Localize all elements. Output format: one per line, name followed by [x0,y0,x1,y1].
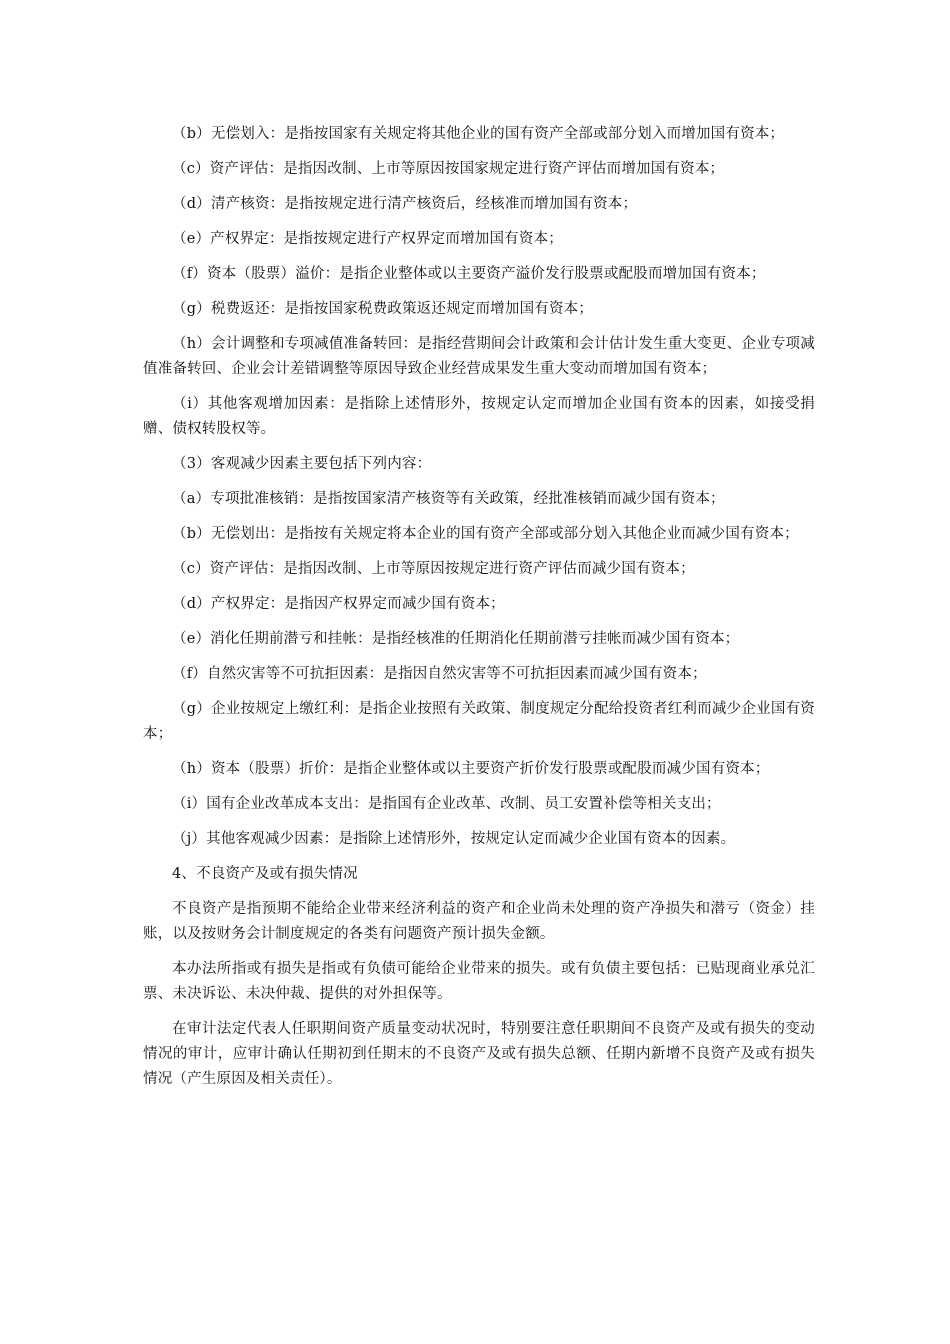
paragraph-buliang-zichan-definition: 不良资产是指预期不能给企业带来经济利益的资产和企业尚未处理的资产净损失和潜亏（资金）挂账，以及按财务会计制度规定的各类有问题资产预计损失金额。 [143,901,815,942]
section-heading-keguan-jianshao: （3）客观减少因素主要包括下列内容： [172,456,432,472]
paragraph-e-xiaohua-qiankui: （e）消化任期前潜亏和挂帐：是指经核准的任期消化任期前潜亏挂帐而减少国有资本； [172,631,740,647]
paragraph-huoyou-sunshi-definition: 本办法所指或有损失是指或有负债可能给企业带来的损失。或有负债主要包括：已贴现商业承兑汇票、未决诉讼、未决仲裁、提供的对外担保等。 [143,961,815,1002]
paragraph-e-chanquan-jieding: （e）产权界定：是指按规定进行产权界定而增加国有资本； [172,231,563,247]
document-body [143,122,815,1102]
paragraph-g-shangjiao-hongli: （g）企业按规定上缴红利：是指企业按照有关政策、制度规定分配给投资者红利而减少企业国有资本； [143,701,815,742]
paragraph-c-zichan-pinggu: （c）资产评估：是指因改制、上市等原因按国家规定进行资产评估而增加国有资本； [172,161,725,177]
paragraph-c-zichan-pinggu-jianshao: （c）资产评估：是指因改制、上市等原因按规定进行资产评估而减少国有资本； [172,561,695,577]
paragraph-h-kuaiji-tiaozheng: （h）会计调整和专项减值准备转回：是指经营期间会计政策和会计估计发生重大变更、企业专项减值准备转回、企业会计差错调整等原因导致企业经营成果发生重大变动而增加国有资本； [143,336,815,377]
paragraph-b-wuchang-huachu: （b）无偿划出：是指按有关规定将本企业的国有资产全部或部分划入其他企业而减少国有资本； [172,526,799,542]
paragraph-a-zhuanxiang-hexiao: （a）专项批准核销：是指按国家清产核资等有关政策，经批准核销而减少国有资本； [172,491,725,507]
paragraph-h-ziben-zhejia: （h）资本（股票）折价：是指企业整体或以主要资产折价发行股票或配股而减少国有资本； [172,761,770,777]
section-heading-buliang-zichan: 4、不良资产及或有损失情况 [172,866,358,882]
paragraph-g-shuifei-fanhuan: （g）税费返还：是指按国家税费政策返还规定而增加国有资本； [172,301,594,317]
paragraph-d-qingchan-hezi: （d）清产核资：是指按规定进行清产核资后，经核准而增加国有资本； [172,196,638,212]
paragraph-f-ziben-yijia: （f）资本（股票）溢价：是指企业整体或以主要资产溢价发行股票或配股而增加国有资本； [172,266,766,282]
paragraph-i-gaige-chengben: （i）国有企业改革成本支出：是指国有企业改革、改制、员工安置补偿等相关支出； [172,796,721,812]
paragraph-i-qita-zengjia: （i）其他客观增加因素：是指除上述情形外，按规定认定而增加企业国有资本的因素，如接受捐赠、债权转股权等。 [143,396,815,437]
paragraph-d-chanquan-jieding-jianshao: （d）产权界定：是指因产权界定而减少国有资本； [172,596,505,612]
paragraph-shenji-yaoqiu: 在审计法定代表人任职期间资产质量变动状况时，特别要注意任职期间不良资产及或有损失的变动情况的审计，应审计确认任期初到任期末的不良资产及或有损失总额、任期内新增不良资产及或有损失情况（产生原因及相关责任）。 [143,1021,815,1087]
paragraph-b-wuchang-huaru: （b）无偿划入：是指按国家有关规定将其他企业的国有资产全部或部分划入而增加国有资本； [172,126,785,142]
paragraph-f-ziran-zaihai: （f）自然灾害等不可抗拒因素：是指因自然灾害等不可抗拒因素而减少国有资本； [172,666,707,682]
paragraph-j-qita-jianshao: （j）其他客观减少因素：是指除上述情形外，按规定认定而减少企业国有资本的因素。 [172,831,736,847]
